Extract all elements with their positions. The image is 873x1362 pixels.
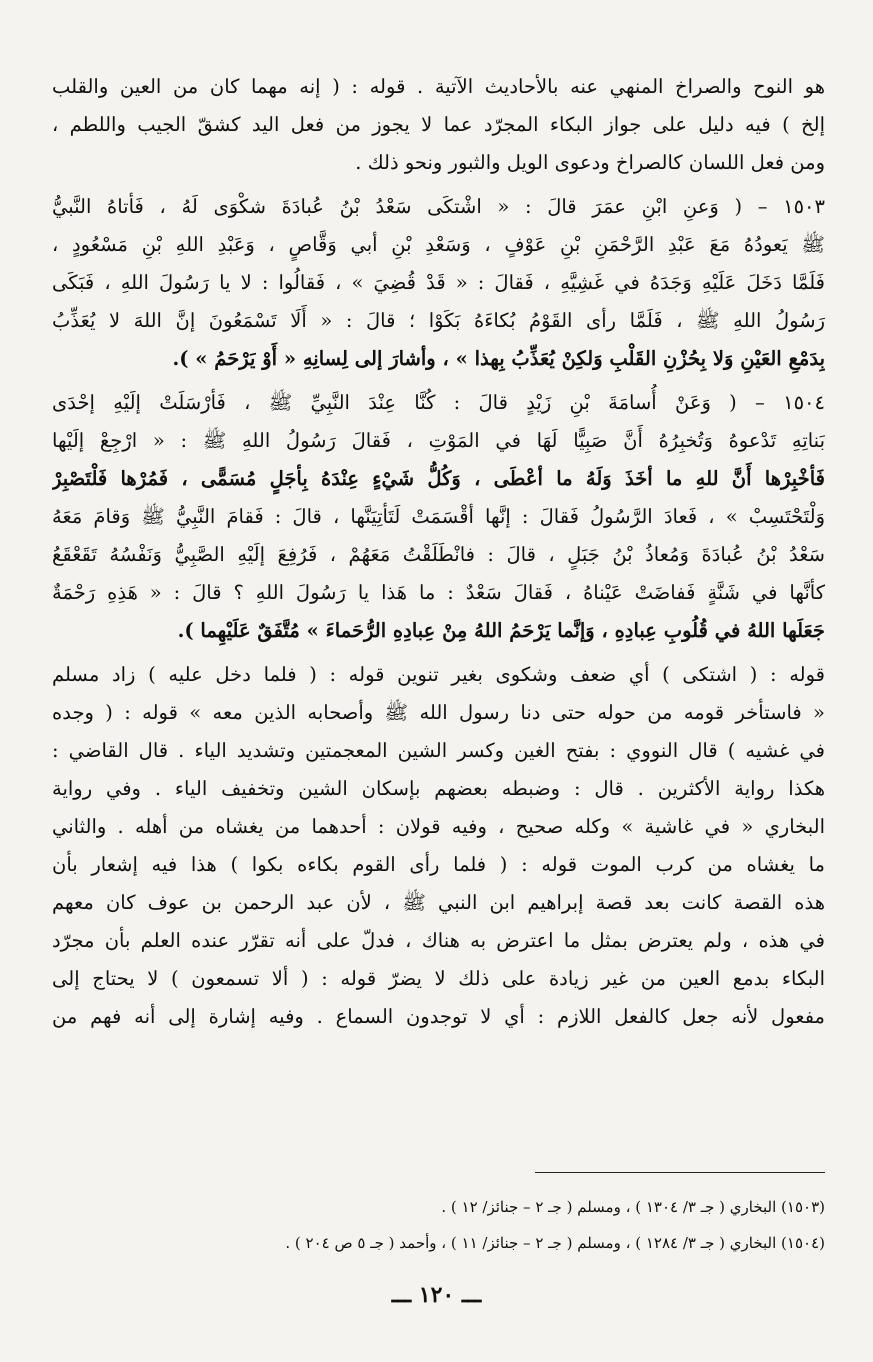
footnote-divider	[535, 1172, 825, 1173]
text-line: ومن فعل اللسان كالصراخ ودعوى الويل والثبور ونحو ذلك .	[355, 151, 825, 174]
hadith-1504	[52, 384, 825, 650]
text-line: في هذه ، ولم يعترض بمثل ما اعترض به هناك ، فدلّ على أنه تقرّر عنده العلم بأن مجرّد	[52, 929, 825, 952]
footnote: (١٥٠٣) البخاري ( جـ ٣/ ١٣٠٤ ) ، ومسلم ( جـ ٢ – جنائز/ ١٢ ) .	[441, 1198, 825, 1216]
text-line: ﷺ يَعودُهُ مَعَ عَبْدِ الرَّحْمَنِ بْنِ عَوْفٍ ، وَسَعْدِ بْنِ أبي وَقَّاصٍ ، وَعَبْدِ اللهِ بْنِ مَسْعُودٍ ،	[52, 233, 825, 256]
text-line: كأنَّها في شَنَّةٍ فَفاضَتْ عَيْناهُ ، فَقالَ سَعْدٌ : ما هَذا يا رَسُولَ اللهِ ؟ قالَ : « هَذِهِ رَحْمَةٌ	[52, 581, 825, 604]
footnote: (١٥٠٤) البخاري ( جـ ٣/ ١٢٨٤ ) ، ومسلم ( جـ ٢ – جنائز/ ١١ ) ، وأحمد ( جـ ٥ ص ٢٠٤ ) .	[285, 1234, 825, 1252]
text-line: وَلْتَحْتَسِبْ » ، فَعادَ الرَّسُولُ فَقالَ : إنَّها أقْسَمَتْ لَتَأتِيَنَّها ، قالَ : فَقامَ النَّبِيُّ ﷺ وَقامَ مَعَهُ	[52, 505, 825, 528]
text-line: هو النوح والصراخ المنهي عنه بالأحاديث الآتية . قوله : ( إنه مهما كان من العين والقلب	[52, 75, 825, 98]
text-line: فَلَمَّا دَخَلَ عَلَيْهِ وَجَدَهُ في غَشِيَّهِ ، فَقالَ : « قَدْ قُضِيَ » ، فَقالُوا : لا يا رَسُولَ اللهِ ، فَبَكَى	[52, 271, 825, 294]
hadith-1503	[52, 188, 825, 378]
footnotes	[52, 1172, 825, 1261]
text-line: رَسُولُ اللهِ ﷺ ، فَلَمَّا رأى القَوْمُ بُكاءَهُ بَكَوْا ؛ قالَ : « أَلَا تَسْمَعُونَ إنَّ اللهَ لا يُعَذِّبُ	[52, 309, 825, 332]
text-line: بِدَمْعِ العَيْنِ وَلا بِحُزْنِ القَلْبِ وَلكِنْ يُعَذِّبُ بِهذا » ، وأشارَ إلى لِسانِهِ « أَوْ يَرْحَمُ » ).	[172, 347, 825, 370]
text-line: ١٥٠٣ – ( وَعنِ ابْنِ عمَرَ قالَ : « اشْتكَى سَعْدُ بْنُ عُبادَةَ شكْوَى لَهُ ، فَأتاهُ النَّبيُّ	[52, 195, 825, 218]
text-line: البخاري « في غاشية » وكله صحيح ، وفيه قولان : أحدهما من يغشاه من أهله . والثاني	[52, 815, 825, 838]
text-line: « فاستأخر قومه من حوله حتى دنا رسول الله ﷺ وأصحابه الذين معه » قوله : ( وجده	[52, 701, 825, 724]
text-line: بَناتِهِ تَدْعوهُ وَتُخبِرُهُ أَنَّ صَبِيًّا لَهَا في المَوْتِ ، فَقالَ رَسُولُ اللهِ ﷺ : « ارْجِعْ إلَيْها	[52, 429, 825, 452]
text-line: ما يغشاه من كرب الموت قوله : ( فلما رأى القوم بكاءه بكوا ) هذا فيه إشعار بأن	[52, 853, 825, 876]
page-number: ـــ ١٢٠ ـــ	[391, 1282, 482, 1308]
text-line: قوله : ( اشتكى ) أي ضعف وشكوى بغير تنوين قوله : ( فلما دخل عليه ) زاد مسلم	[52, 663, 825, 686]
text-line: البكاء بدمع العين من غير زيادة على ذلك لا يضرّ قوله : ( ألا تسمعون ) لا يحتاج إلى	[52, 967, 825, 990]
text-line: في غشيه ) قال النووي : بفتح الغين وكسر الشين المعجمتين وتشديد الياء . قال القاضي :	[52, 739, 825, 762]
text-line: فَأخْبِرْها أَنَّ للهِ ما أخَذَ وَلَهُ ما أعْطَى ، وَكُلُّ شَيْءٍ عِنْدَهُ بِأجَلٍ مُسَمًّى ، فَمُرْها فَلْتَصْبِرْ	[52, 467, 825, 490]
text-line: إلخ ) فيه دليل على جواز البكاء المجرّد عما لا يجوز من فعل اليد كشقّ الجيب واللطم ،	[52, 113, 825, 136]
intro-paragraph	[52, 68, 825, 182]
text-line: مفعول لأنه جعل كالفعل اللازم : أي لا توجدون السماع . وفيه إشارة إلى أنه فهم من	[52, 1005, 825, 1028]
commentary	[52, 656, 825, 1036]
text-line: هكذا رواية الأكثرين . قال : وضبطه بعضهم بإسكان الشين وتخفيف الياء . وفي رواية	[52, 777, 825, 800]
text-line: ١٥٠٤ – ( وَعَنْ أُسامَةَ بْنِ زَيْدٍ قالَ : كُنَّا عِنْدَ النَّبِيِّ ﷺ ، فَأرْسَلَتْ إلَيْهِ إحْدَى	[52, 391, 825, 414]
text-line: هذه القصة كانت بعد قصة إبراهيم ابن النبي ﷺ ، لأن عبد الرحمن بن عوف كان معهم	[52, 891, 825, 914]
text-line: سَعْدُ بْنُ عُبادَةَ وَمُعاذُ بْنُ جَبَلٍ ، قالَ : فانْطَلَقْتُ مَعَهُمْ ، فَرُفِعَ إلَيْهِ الصَّبِيُّ وَنَفْسُهُ تَقَعْقَعُ	[52, 543, 825, 566]
text-line: جَعَلَها اللهُ في قُلُوبِ عِبادِهِ ، وَإنَّما يَرْحَمُ اللهُ مِنْ عِبادِهِ الرُّحَماءَ » مُتَّفَقٌ عَلَيْهِما ).	[177, 619, 825, 642]
